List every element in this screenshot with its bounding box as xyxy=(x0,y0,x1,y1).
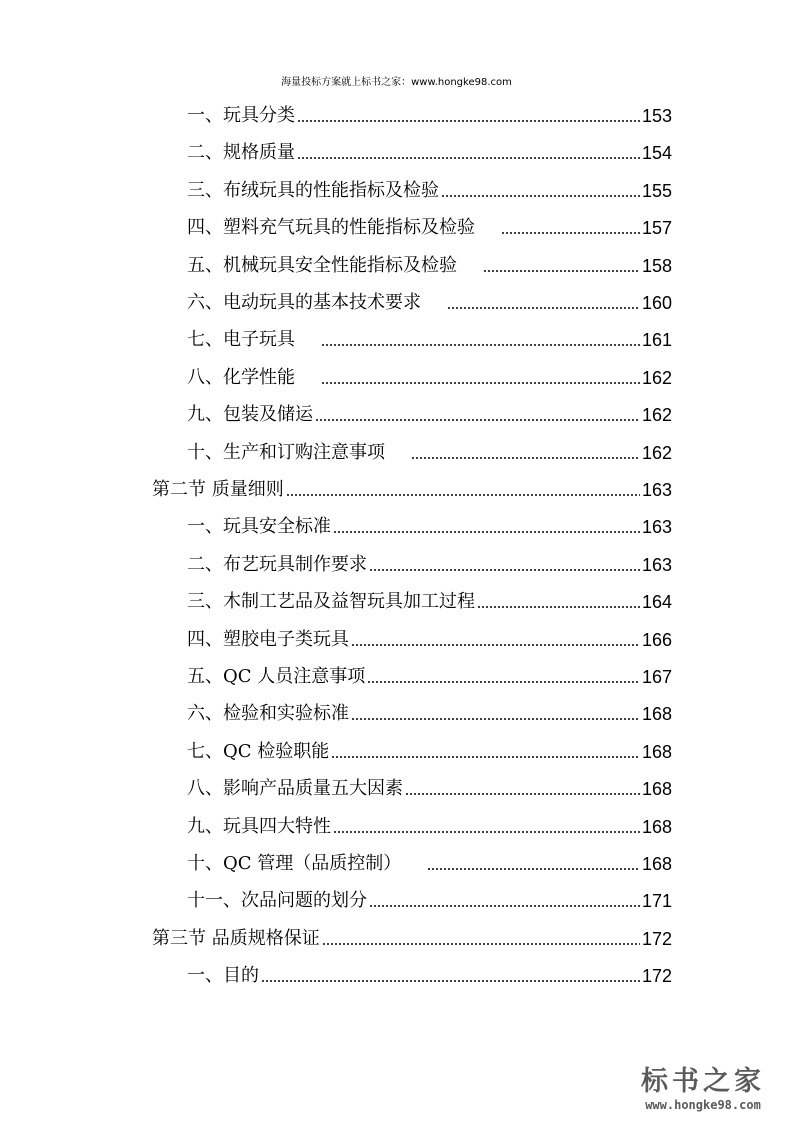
toc-entry-title: 七、电子玩具 xyxy=(187,329,295,351)
page-header: 海量投标方案就上标书之家：www.hongke98.com xyxy=(281,77,512,88)
toc-entry-leader-dots xyxy=(351,625,640,655)
toc-entry[interactable] xyxy=(187,737,672,767)
toc-entry-leader-dots xyxy=(333,812,640,842)
toc-entry-leader-dots xyxy=(286,475,640,505)
toc-entry[interactable] xyxy=(187,699,672,729)
toc-entry-leader-dots xyxy=(405,774,640,804)
toc-entry-page-number: 162 xyxy=(641,442,672,463)
toc-entry[interactable] xyxy=(187,176,672,206)
toc-entry-title: 四、塑胶电子类玩具 xyxy=(187,628,349,650)
toc-entry-title: 八、化学性能 xyxy=(187,366,295,388)
toc-entry[interactable] xyxy=(187,961,672,991)
toc-entry-title: 三、木制工艺品及益智玩具加工过程 xyxy=(187,591,475,613)
toc-entry-page-number: 162 xyxy=(641,405,672,426)
toc-entry[interactable] xyxy=(187,363,672,393)
toc-entry-page-number: 168 xyxy=(641,741,672,762)
toc-entry-title: 一、玩具分类 xyxy=(187,105,295,126)
toc-entry-leader-dots xyxy=(261,961,640,991)
toc-entry[interactable] xyxy=(187,812,672,842)
toc-entry-page-number: 163 xyxy=(641,480,672,500)
brand-logo-url: www.hongke98.com xyxy=(645,1098,761,1112)
toc-entry-title: 五、机械玩具安全性能指标及检验 xyxy=(187,254,457,276)
toc-entry[interactable] xyxy=(152,475,672,505)
toc-entry-page-number: 154 xyxy=(641,143,672,164)
toc-entry-page-number: 153 xyxy=(641,106,672,126)
toc-entry-leader-dots xyxy=(501,213,640,243)
toc-entry-title: 二、规格质量 xyxy=(187,142,295,164)
toc-entry-title: 九、玩具四大特性 xyxy=(187,815,331,837)
toc-entry-page-number: 155 xyxy=(641,180,672,201)
toc-entry-leader-dots xyxy=(369,550,640,580)
toc-entry[interactable] xyxy=(187,325,672,355)
toc-entry-title: 六、电动玩具的基本技术要求 xyxy=(187,292,421,313)
toc-entry-title: 四、塑料充气玩具的性能指标及检验 xyxy=(187,217,475,239)
toc-entry[interactable] xyxy=(187,886,672,916)
toc-entry-leader-dots xyxy=(321,325,640,355)
toc-entry-title: 七、QC 检验职能 xyxy=(187,740,330,762)
toc-entry-page-number: 163 xyxy=(641,554,672,575)
toc-entry-page-number: 168 xyxy=(641,854,672,874)
toc-entry-leader-dots xyxy=(331,737,640,767)
toc-entry[interactable] xyxy=(187,438,672,468)
toc-entry-leader-dots xyxy=(297,138,640,168)
toc-entry-leader-dots xyxy=(367,662,640,692)
toc-entry-page-number: 172 xyxy=(641,966,672,987)
toc-entry-page-number: 163 xyxy=(641,517,672,538)
toc-entry-title: 一、玩具安全标准 xyxy=(187,516,331,538)
toc-entry[interactable] xyxy=(187,849,672,879)
toc-entry-page-number: 164 xyxy=(641,592,672,613)
toc-entry-leader-dots xyxy=(483,251,640,281)
toc-entry-title: 六、检验和实验标准 xyxy=(187,703,349,725)
toc-entry-page-number: 157 xyxy=(641,218,672,239)
toc-entry-page-number: 167 xyxy=(641,667,672,687)
toc-entry-leader-dots xyxy=(447,288,640,318)
toc-entry-title: 第三节 品质规格保证 xyxy=(152,927,320,949)
toc-entry-leader-dots xyxy=(322,924,640,954)
toc-entry-title: 二、布艺玩具制作要求 xyxy=(187,553,367,575)
toc-entry[interactable] xyxy=(187,625,672,655)
toc-entry-page-number: 171 xyxy=(641,891,672,912)
toc-entry[interactable] xyxy=(187,550,672,580)
toc-entry-leader-dots xyxy=(427,849,640,879)
toc-entry-title: 八、影响产品质量五大因素 xyxy=(187,778,403,800)
toc-entry-title: 三、布绒玩具的性能指标及检验 xyxy=(187,179,439,201)
toc-entry-leader-dots xyxy=(321,363,640,393)
toc-entry-page-number: 168 xyxy=(641,816,672,837)
toc-entry-leader-dots xyxy=(315,400,640,430)
toc-entry-page-number: 168 xyxy=(641,779,672,800)
toc-entry[interactable] xyxy=(187,774,672,804)
toc-entry-page-number: 166 xyxy=(641,629,672,650)
toc-entry-leader-dots xyxy=(441,176,640,206)
toc-entry[interactable] xyxy=(187,101,672,131)
toc-entry-page-number: 172 xyxy=(641,928,672,949)
toc-entry-page-number: 158 xyxy=(641,255,672,276)
brand-logo xyxy=(623,1066,783,1116)
toc-entry[interactable] xyxy=(187,138,672,168)
brand-logo-text: 标书之家 xyxy=(641,1066,765,1097)
toc-entry[interactable] xyxy=(187,512,672,542)
toc-entry-leader-dots xyxy=(477,587,640,617)
toc-entry-page-number: 160 xyxy=(641,293,672,313)
toc-entry-page-number: 162 xyxy=(641,367,672,388)
toc-entry[interactable] xyxy=(152,924,672,954)
toc-entry[interactable] xyxy=(187,400,672,430)
toc-entry-title: 十一、次品问题的划分 xyxy=(187,890,367,912)
toc-entry[interactable] xyxy=(187,213,672,243)
toc-entry-page-number: 161 xyxy=(641,330,672,351)
toc-entry-title: 五、QC 人员注意事项 xyxy=(187,666,366,687)
toc-entry[interactable] xyxy=(187,662,672,692)
toc-entry-title: 第二节 质量细则 xyxy=(152,479,284,500)
toc-entry-page-number: 168 xyxy=(641,704,672,725)
toc-entry[interactable] xyxy=(187,251,672,281)
toc-entry-leader-dots xyxy=(411,438,640,468)
toc-entry[interactable] xyxy=(187,288,672,318)
toc-entry-title: 十、QC 管理（品质控制） xyxy=(187,853,402,874)
toc-entry-leader-dots xyxy=(369,886,640,916)
toc-entry-title: 一、目的 xyxy=(187,965,259,987)
toc-entry-leader-dots xyxy=(297,101,640,131)
toc-entry-leader-dots xyxy=(351,699,640,729)
toc-entry[interactable] xyxy=(187,587,672,617)
toc-entry-title: 十、生产和订购注意事项 xyxy=(187,441,385,463)
toc-entry-leader-dots xyxy=(333,512,640,542)
toc-entry-title: 九、包装及储运 xyxy=(187,404,313,426)
